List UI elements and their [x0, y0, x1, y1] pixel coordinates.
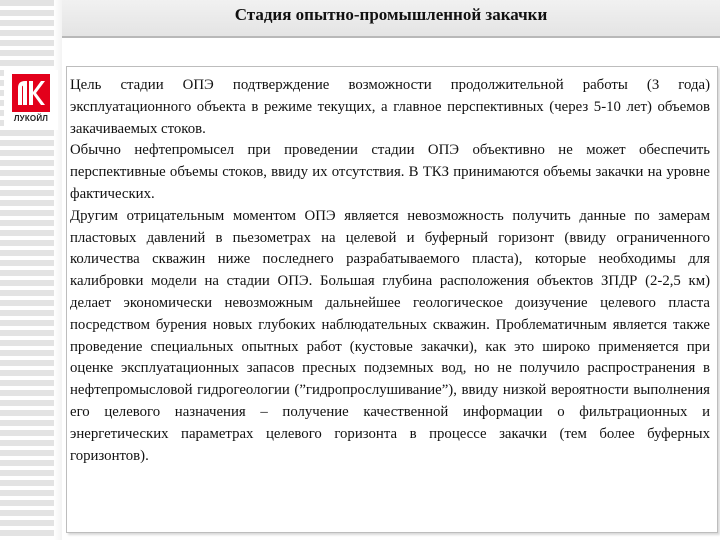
body-text: [70, 75, 710, 467]
paragraph-negatives: Другим отрицательным моментом ОПЭ является невозможность получить данные по замерам пластовых давлений в пьезометрах на целевой и буферный горизонт (ввиду ограниченного количества скважин ниже последнего разрабатываемого пласта), которые необходимы для калибровки модели на стадии ОПЭ. Большая глубина расположения объектов ЗПДР (2-2,5 км) делает экономически невозможным дальнейшее геологическое доизучение целевого пласта посредством бурения новых глубоких наблюдательных скважин. Проблематичным является также проведение специальных опытных работ (кустовые закачки), как это широко применяется при оценке эксплуатационных запасов пресных подземных вод, но не получило распространения в нефтепромысловой гидрогеологии (”гидропрослушивание”), ввиду низкой вероятности выполнения его целевого назначения – получение качественной информации о фильтрационных и энергетических параметрах целевого горизонта в процессе закачки (тем более буферных горизонтов).: [70, 207, 710, 464]
slide-title: Стадия опытно-промышленной закачки: [234, 5, 548, 24]
lukoil-logo: [4, 70, 58, 130]
paragraph-goal: Цель стадии ОПЭ подтверждение возможности продолжительной работы (3 года) эксплуатационного объекта в режиме текущих, а главное перспективных (через 5-10 лет) объемов закачиваемых стоков.: [70, 77, 710, 137]
paragraph-volumes: Обычно нефтепромысел при проведении стадии ОПЭ объективно не может обеспечить перспективные объемы стоков, ввиду их отсутствия. В ТКЗ принимаются объемы закачки на уровне фактических.: [70, 142, 710, 202]
lukoil-logo-icon: [12, 74, 50, 112]
logo-name: ЛУКОЙЛ: [13, 114, 49, 123]
